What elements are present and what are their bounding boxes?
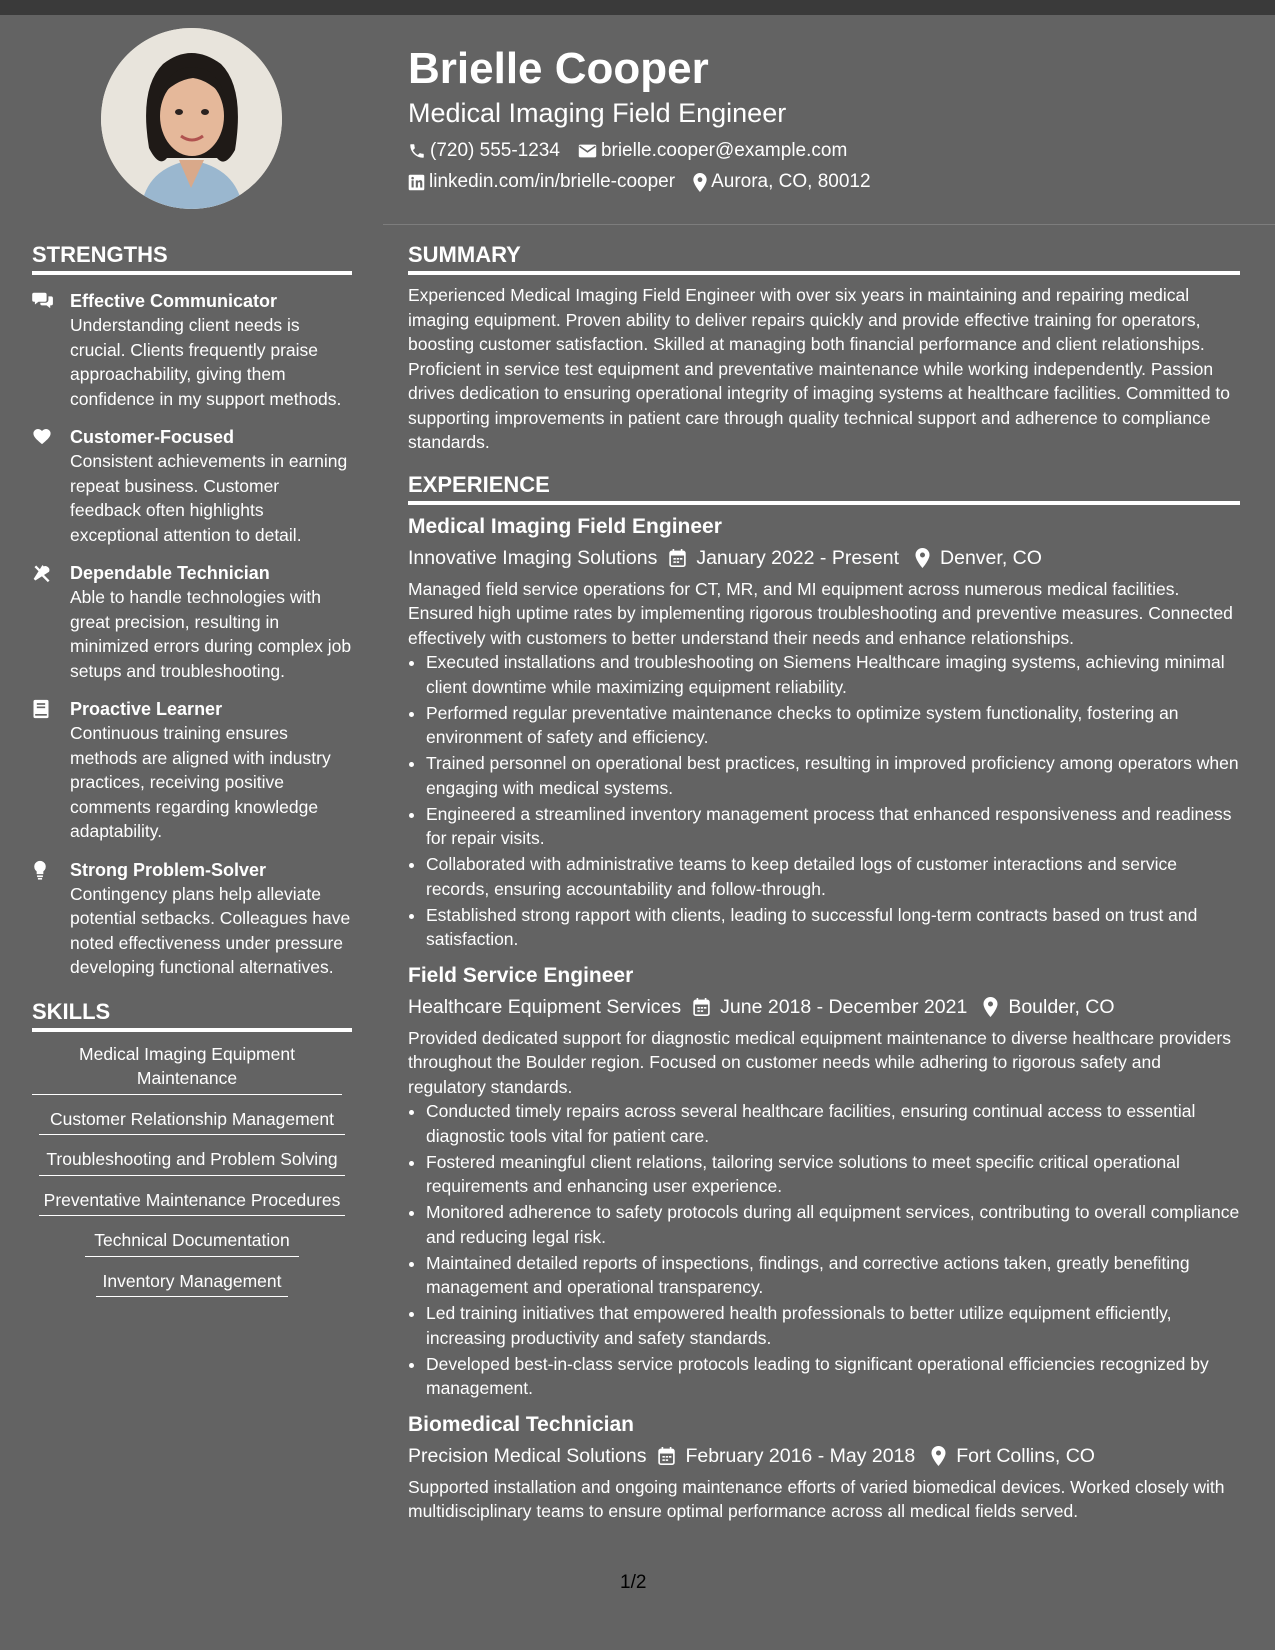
- strength-item: [32, 561, 352, 683]
- strength-title: Customer-Focused: [70, 427, 235, 447]
- skills-heading: SKILLS: [32, 998, 352, 1032]
- contact-linkedin[interactable]: [408, 171, 675, 193]
- job-bullet: • Performed regular preventative maintenance checks to optimize system functionality, fostering an environment of safety and efficiency.: [426, 701, 1240, 750]
- top-bar: [0, 0, 1275, 15]
- header-divider: [383, 224, 1275, 225]
- job-title: Field Service Engineer: [408, 963, 634, 987]
- strength-desc: Understanding client needs is crucial. Clients frequently praise approachability, giving them confidence in my support methods.: [70, 315, 342, 409]
- calendar-icon: [658, 1447, 675, 1465]
- job-entry: [408, 513, 1240, 952]
- map-pin-icon: [983, 997, 998, 1017]
- summary-heading: SUMMARY: [408, 241, 1240, 275]
- strength-title: Proactive Learner: [70, 699, 223, 719]
- job-location: Denver, CO: [940, 546, 1042, 569]
- skill-item: Inventory Management: [96, 1269, 288, 1298]
- strength-item: [32, 858, 352, 980]
- map-pin-icon: [915, 548, 930, 568]
- profile-photo: [101, 28, 282, 209]
- contact-phone[interactable]: [408, 140, 560, 162]
- phone-text: (720) 555-1234: [430, 140, 560, 161]
- strength-desc: Contingency plans help alleviate potential setbacks. Colleagues have noted effectiveness under pressure developing functional alternatives.: [70, 883, 351, 977]
- summary-text: Experienced Medical Imaging Field Engineer with over six years in maintaining and repairing medical imaging equipment. Proven ability to deliver repairs quickly and provide effective training for operators, boosting customer satisfaction. Skilled at managing both financial performance and client relationships. Proficient in service test equipment and preventative maintenance while working independently. Passion drives dedication to ensuring operational integrity of imaging systems at healthcare facilities. Committed to supporting improvements in patient care through quality technical support and adherence to compliance standards.: [408, 285, 1230, 452]
- job-bullet: • Led training initiatives that empowered health professionals to better utilize equipment efficiently, increasing productivity and safety standards.: [426, 1301, 1240, 1350]
- job-bullets: [426, 650, 1240, 952]
- job-dates: February 2016 - May 2018: [685, 1444, 916, 1467]
- job-bullet: • Monitored adherence to safety protocols during all equipment services, contributing to overall compliance and reducing legal risk.: [426, 1200, 1240, 1249]
- strength-desc: Able to handle technologies with great precision, resulting in minimized errors during complex job setups and troubleshooting.: [70, 587, 352, 681]
- job-dates: June 2018 - December 2021: [720, 995, 968, 1018]
- job-bullet: • Conducted timely repairs across several healthcare facilities, ensuring continual access to essential diagnostic tools vital for patient care.: [426, 1099, 1240, 1148]
- job-title: Medical Imaging Field Engineer: [408, 514, 722, 538]
- job-description: Managed field service operations for CT, MR, and MI equipment across numerous medical facilities. Ensured high uptime rates by implementing rigorous troubleshooting and preventive measures. Connected effectively with customers to better understand their needs and enhance relationships.: [408, 578, 1233, 648]
- location-text: Aurora, CO, 80012: [711, 171, 871, 192]
- candidate-name: Brielle Cooper: [408, 44, 709, 93]
- contact-row-1: [408, 140, 1238, 162]
- contact-location: [693, 171, 870, 193]
- job-bullet: • Developed best-in-class service protocols leading to significant operational efficiencies recognized by management.: [426, 1352, 1240, 1401]
- job-company: Innovative Imaging Solutions: [408, 546, 658, 569]
- strength-item: [32, 425, 352, 547]
- job-company: Healthcare Equipment Services: [408, 995, 682, 1018]
- job-bullet: • Engineered a streamlined inventory management process that enhanced responsiveness and readiness for repair visits.: [426, 802, 1240, 851]
- contact-row-2: [408, 171, 1238, 193]
- strength-item: [32, 289, 352, 411]
- left-column: [32, 241, 352, 1309]
- phone-icon: [408, 142, 426, 160]
- tools-icon: [32, 563, 52, 583]
- contact-email[interactable]: [578, 140, 847, 162]
- job-meta: [408, 1443, 1240, 1469]
- job-location: Fort Collins, CO: [956, 1444, 1095, 1467]
- job-meta: [408, 994, 1240, 1020]
- calendar-icon: [693, 998, 710, 1016]
- job-bullet: • Trained personnel on operational best practices, resulting in improved proficiency among operators when engaging with medical systems.: [426, 751, 1240, 800]
- job-meta: [408, 545, 1240, 571]
- heart-icon: [32, 427, 52, 445]
- job-bullet: • Collaborated with administrative teams to keep detailed logs of customer interactions and service records, ensuring accountability and follow-through.: [426, 852, 1240, 901]
- skill-item: Medical Imaging Equipment Maintenance: [32, 1042, 342, 1095]
- job-title: Biomedical Technician: [408, 1412, 635, 1436]
- experience-heading: EXPERIENCE: [408, 471, 1240, 505]
- calendar-icon: [669, 549, 686, 567]
- skill-item: Customer Relationship Management: [39, 1107, 345, 1136]
- map-pin-icon: [693, 173, 707, 192]
- page-indicator: 1/2: [620, 1572, 647, 1593]
- skill-item: Preventative Maintenance Procedures: [39, 1188, 345, 1217]
- skills-list: [32, 1042, 352, 1298]
- book-icon: [32, 699, 50, 719]
- strengths-heading: STRENGTHS: [32, 241, 352, 275]
- skill-item: Technical Documentation: [85, 1228, 299, 1257]
- strength-title: Dependable Technician: [70, 563, 270, 583]
- job-entry: [408, 962, 1240, 1401]
- job-location: Boulder, CO: [1008, 995, 1115, 1018]
- job-bullet: • Executed installations and troubleshooting on Siemens Healthcare imaging systems, achieving minimal client downtime while maximizing equipment reliability.: [426, 650, 1240, 699]
- chat-bubbles-icon: [32, 291, 54, 309]
- job-bullet: • Fostered meaningful client relations, tailoring service solutions to meet specific critical operational requirements and enhancing user experience.: [426, 1150, 1240, 1199]
- job-bullets: [426, 1099, 1240, 1401]
- job-description: Supported installation and ongoing maintenance efforts of varied biomedical devices. Worked closely with multidisciplinary teams to ensure optimal performance across all medical fields served.: [408, 1476, 1225, 1521]
- strength-title: Strong Problem-Solver: [70, 859, 267, 880]
- job-company: Precision Medical Solutions: [408, 1444, 647, 1467]
- skill-item: Troubleshooting and Problem Solving: [39, 1147, 345, 1176]
- right-column: [408, 241, 1240, 1524]
- strength-desc: Continuous training ensures methods are aligned with industry practices, receiving positive comments regarding knowledge adaptability.: [70, 723, 331, 841]
- lightbulb-icon: [32, 860, 48, 880]
- job-dates: January 2022 - Present: [696, 546, 900, 569]
- job-description: Provided dedicated support for diagnostic medical equipment maintenance to diverse healthcare providers throughout the Boulder region. Focused on customer needs while adhering to rigorous safety and regulatory standards.: [408, 1027, 1231, 1097]
- email-text: brielle.cooper@example.com: [600, 140, 848, 161]
- job-bullet: • Maintained detailed reports of inspections, findings, and corrective actions taken, greatly benefiting management and operational transparency.: [426, 1251, 1240, 1300]
- strength-item: [32, 697, 352, 844]
- map-pin-icon: [931, 1446, 946, 1466]
- resume-header: [408, 40, 1238, 193]
- linkedin-icon: [408, 174, 425, 191]
- envelope-icon: [578, 143, 597, 159]
- candidate-role: Medical Imaging Field Engineer: [408, 98, 787, 128]
- strength-desc: Consistent achievements in earning repeat business. Customer feedback often highlights exceptional attention to detail.: [70, 451, 348, 545]
- linkedin-text: linkedin.com/in/brielle-cooper: [429, 171, 676, 192]
- job-bullet: • Established strong rapport with clients, leading to successful long-term contracts based on trust and satisfaction.: [426, 903, 1240, 952]
- strength-title: Effective Communicator: [70, 291, 278, 311]
- job-entry: [408, 1411, 1240, 1524]
